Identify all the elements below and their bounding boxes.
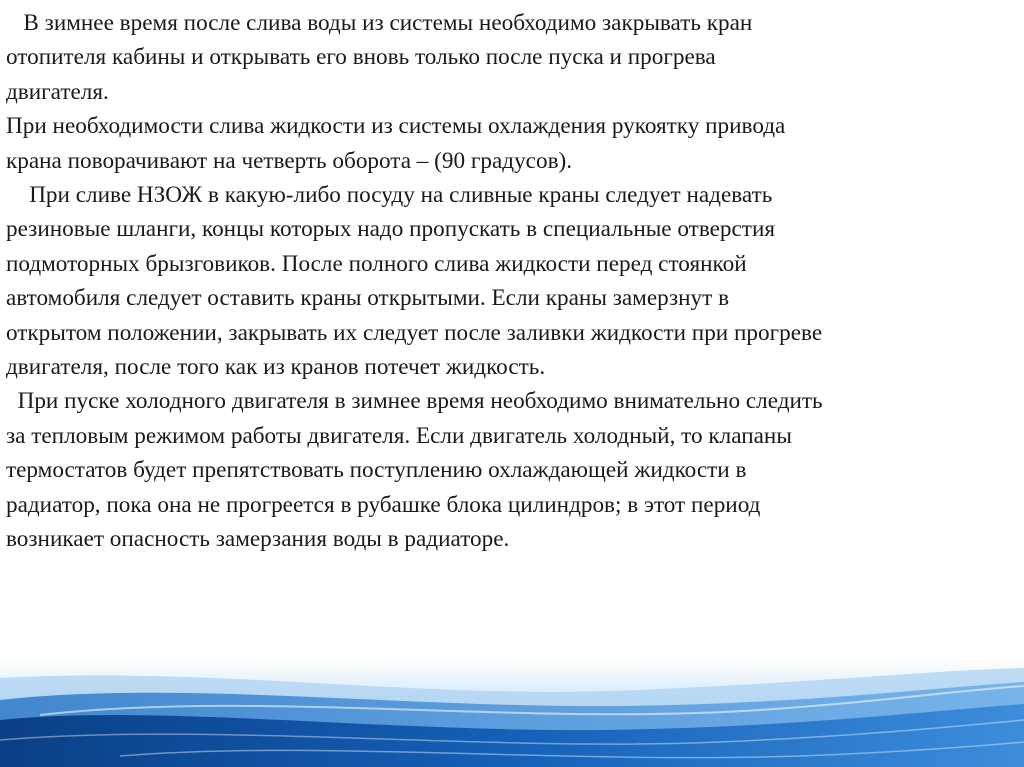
- paragraph-cold-start: При пуске холодного двигателя в зимнее время необходимо внимательно следить за тепловым режимом работы двигателя. Если двигатель холодный, то клапаны термостатов будет препятствовать поступлению охлаждающей жидкости в радиатор, пока она не прогреется в рубашке блока цилиндров; в этот период возникает опасность замерзания воды в радиаторе.: [6, 388, 823, 553]
- slide-text: [6, 6, 1020, 557]
- paragraph-drain-handle: При необходимости слива жидкости из системы охлаждения рукоятку привода крана поворачивают на четверть оборота – (90 градусов).: [6, 113, 786, 174]
- paragraph-drain-hoses: При сливе НЗОЖ в какую-либо посуду на сливные краны следует надевать резиновые шланги, концы которых надо пропускать в специальные отверстия подмоторных брызговиков. После полного слива жидкости перед стоянкой автомобиля следует оставить краны открытыми. Если краны замерзнут в открытом положении, закрывать их следует после заливки жидкости при прогреве двигателя, после того как из кранов потечет жидкость.: [6, 182, 823, 381]
- paragraph-cabin-heater-valve: В зимнее время после слива воды из системы необходимо закрывать кран отопителя кабины и открывать его вновь только после пуска и прогрева двигателя.: [6, 10, 753, 105]
- decorative-wave-band: [0, 660, 1024, 767]
